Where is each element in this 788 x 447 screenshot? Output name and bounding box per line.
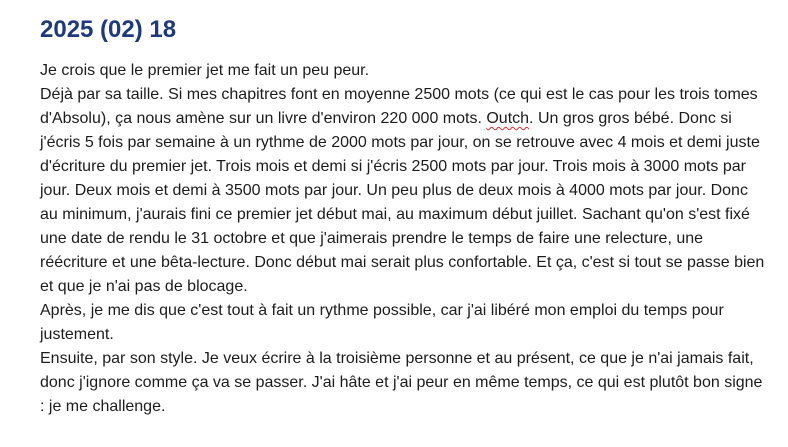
paragraph-rhythm: Après, je me dis que c'est tout à fait un rythme possible, car j'ai libéré mon emploi du temps pour justement. <box>40 302 724 343</box>
paragraph-size <box>40 83 770 299</box>
entry-title: 2025 (02) 18 <box>40 16 177 43</box>
paragraph-size-text-start: Déjà par sa taille. Si mes chapitres font en moyenne 2500 mots (ce qui est le cas pour les trois tomes d'Absolu), ça nous amène sur un livre d'environ 220 000 mots. <box>40 86 758 127</box>
paragraph-style: Ensuite, par son style. Je veux écrire à la troisième personne et au présent, ce que je n'ai jamais fait, donc j'ignore comme ça va se passer. J'ai hâte et j'ai peur en même temps, ce qui est plutôt bon signe : je me challenge. <box>40 350 763 415</box>
entry-body[interactable] <box>40 59 770 419</box>
paragraph-intro: Je crois que le premier jet me fait un peu peur. <box>40 62 370 79</box>
misspelled-word[interactable]: Outch <box>486 110 530 127</box>
paragraph-size-text-end: . Un gros gros bébé. Donc si j'écris 5 fois par semaine à un rythme de 2000 mots par jour, on se retrouve avec 4 mois et demi juste d'écriture du premier jet. Trois mois et demi si j'écris 2500 mots par jour. Trois mois à 3000 mots par jour. Deux mois et demi à 3500 mots par jour. Un peu plus de deux mois à 4000 mots par jour. Donc au minimum, j'aurais fini ce premier jet début mai, au maximum début juillet. Sachant qu'on s'est fixé une date de rendu le 31 octobre et que j'aimerais prendre le temps de faire une relecture, une réécriture et une bêta-lecture. Donc début mai serait plus confortable. Et ça, c'est si tout se passe bien et que je n'ai pas de blocage. <box>40 110 765 295</box>
